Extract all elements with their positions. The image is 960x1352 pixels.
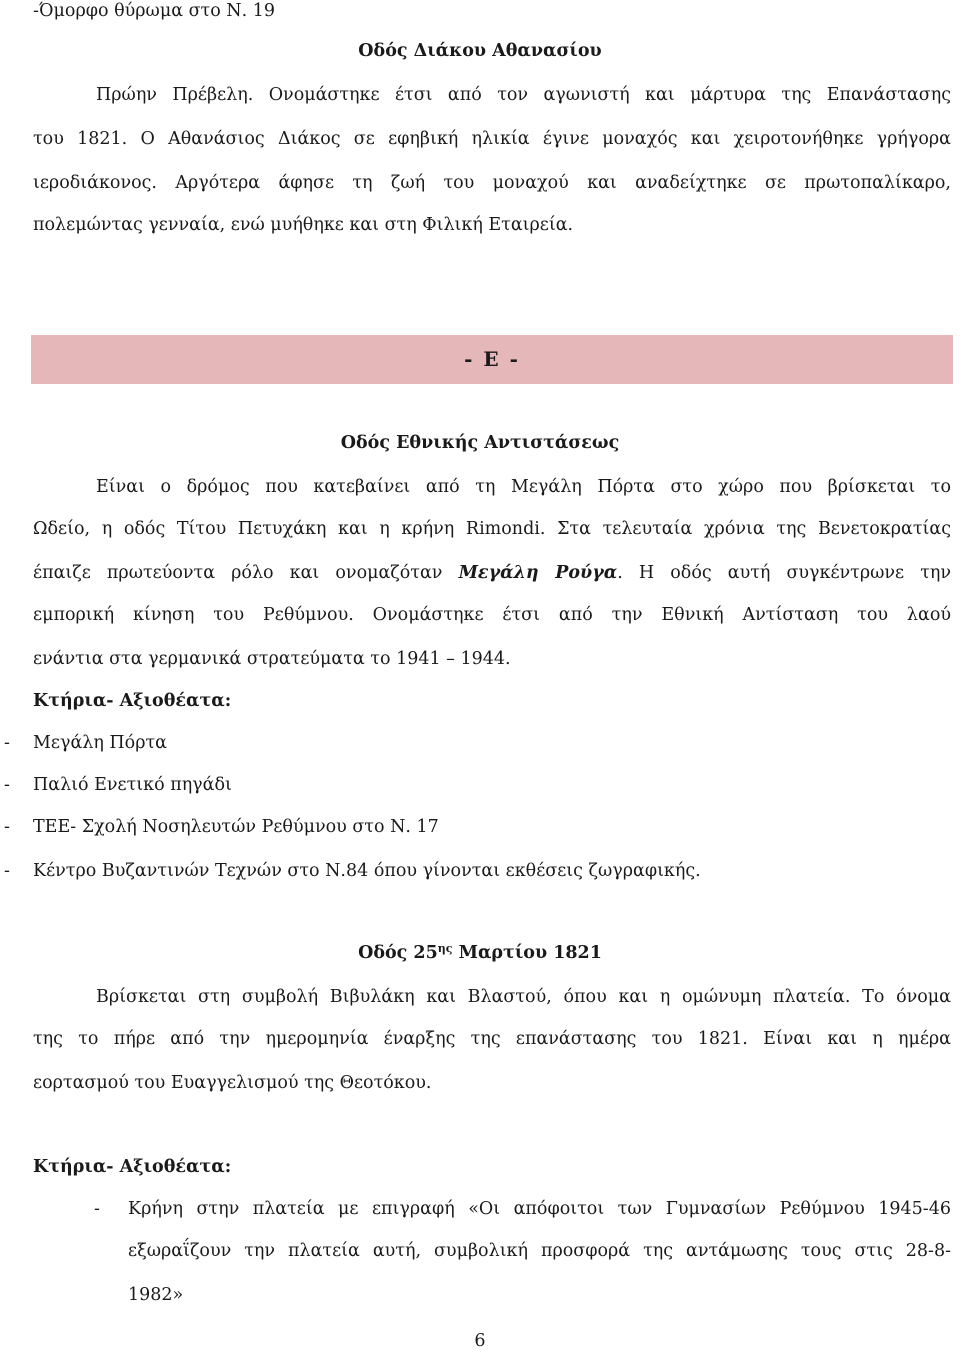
list-item-text: εξωραΐζουν την πλατεία αυτή, συμβολική προσφορά της αντάμωσης τους στις 28-8- — [128, 1241, 951, 1261]
title-part: Μαρτίου 1821 — [452, 943, 602, 963]
list-dash: - — [4, 861, 10, 881]
paragraph-line: ιεροδιάκονος. Αργότερα άφησε τη ζωή του μοναχού και αναδείχτηκε σε πρωτοπαλίκαρο, — [33, 173, 951, 193]
paragraph-line: εορτασμού του Ευαγγελισμού της Θεοτόκου. — [33, 1073, 432, 1093]
paragraph-line: Πρώην Πρέβελη. Ονομάστηκε έτσι από τον αγωνιστή και μάρτυρα της Επανάστασης — [96, 85, 951, 105]
list-dash: - — [4, 817, 10, 837]
list-item-text: ΤΕΕ- Σχολή Νοσηλευτών Ρεθύμνου στο Ν. 17 — [33, 817, 439, 837]
buildings-heading: Κτήρια- Αξιοθέατα: — [33, 691, 232, 711]
list-dash: - — [4, 775, 10, 795]
list-dash: - — [4, 733, 10, 753]
letter-section-band: - Ε - — [31, 335, 953, 384]
title-part: Οδός 25 — [358, 943, 438, 963]
paragraph-line: της το πήρε από την ημερομηνία έναρξης της επανάστασης του 1821. Είναι και η ημέρα — [33, 1029, 951, 1049]
text-segment: . Η οδός αυτή συγκέντρωνε την — [617, 563, 952, 583]
list-item-text: Μεγάλη Πόρτα — [33, 733, 167, 753]
list-item-text: 1982» — [128, 1285, 184, 1305]
title-superscript: ης — [437, 942, 453, 955]
paragraph-line: πολεμώντας γενναία, ενώ μυήθηκε και στη Φιλική Εταιρεία. — [33, 215, 574, 235]
paragraph-line — [33, 562, 951, 584]
section-title-diakou: Οδός Διάκου Αθανασίου — [358, 41, 602, 61]
section-title-ethnikis: Οδός Εθνικής Αντιστάσεως — [340, 433, 620, 453]
paragraph-line: Βρίσκεται στη συμβολή Βιβυλάκη και Βλαστού, όπου και η ομώνυμη πλατεία. Το όνομα — [96, 987, 951, 1007]
list-dash: - — [94, 1199, 100, 1219]
list-item-text: Κέντρο Βυζαντινών Τεχνών στο Ν.84 όπου γίνονται εκθέσεις ζωγραφικής. — [33, 861, 701, 881]
page-number: 6 — [474, 1331, 486, 1351]
buildings-heading: Κτήρια- Αξιοθέατα: — [33, 1157, 232, 1177]
paragraph-line: του 1821. Ο Αθανάσιος Διάκος σε εφηβική ηλικία έγινε μοναχός και χειροτονήθηκε γρήγορα — [33, 129, 951, 149]
paragraph-line: ενάντια στα γερμανικά στρατεύματα το 1941 – 1944. — [33, 649, 511, 669]
paragraph-line: εμπορική κίνηση του Ρεθύμνου. Ονομάστηκε έτσι από την Εθνική Αντίσταση του λαού — [33, 605, 951, 625]
list-item-text: Κρήνη στην πλατεία με επιγραφή «Οι απόφοιτοι των Γυμνασίων Ρεθύμνου 1945-46 — [128, 1199, 951, 1219]
paragraph-line: Ωδείο, η οδός Τίτου Πετυχάκη και η κρήνη Rimondi. Στα τελευταία χρόνια της Βενετοκρατίας — [33, 519, 951, 539]
section-title-25martiou — [0, 942, 960, 964]
text-segment: έπαιζε πρωτεύοντα ρόλο και ονομαζόταν — [33, 563, 459, 583]
list-item-text: Παλιό Ενετικό πηγάδι — [33, 775, 232, 795]
emphasized-name: Μεγάλη Ρούγα — [458, 563, 618, 583]
top-note: -Όμορφο θύρωμα στο Ν. 19 — [33, 1, 276, 21]
paragraph-line: Είναι ο δρόμος που κατεβαίνει από τη Μεγάλη Πόρτα στο χώρο που βρίσκεται το — [96, 477, 951, 497]
